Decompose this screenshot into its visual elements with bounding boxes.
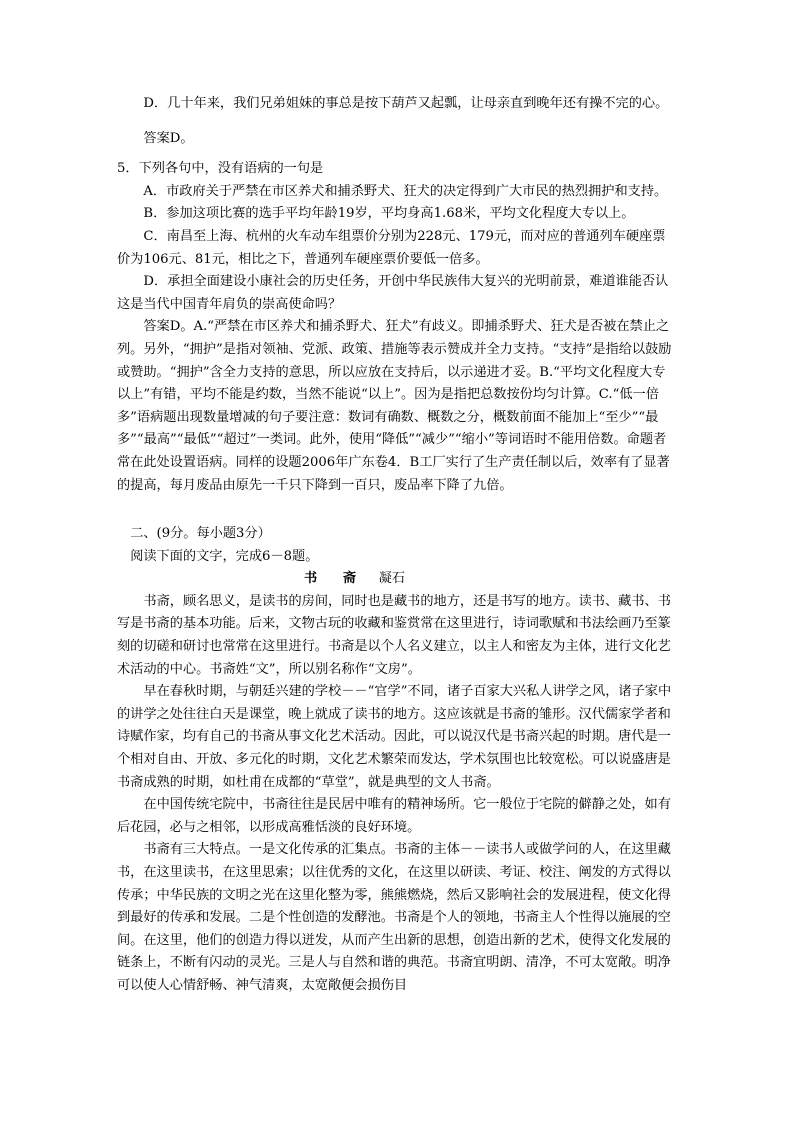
article-title: 书 斋 (304, 571, 367, 587)
question5-explanation: 答案D。A.“严禁在市区养犬和捕杀野犬、狂犬”有歧义。即捕杀野犬、狂犬是否被在禁止之列。另外，“拥护”是指对领袖、党派、政策、措施等表示赞成并全力支持。“支持”是指给以鼓励或赞助。“拥护”含全力支持的意思，所以应放在支持后，以示递进才妥。B.“平均文化程度大专以上”有错，平均不能是约数，当然不能说“以上”。因为是指把总数按份均匀计算。C.“低一倍多”语病题出现数量增减的句子要注意：数词有确数、概数之分，概数前面不能加上“至少”“最多”“最高”“最低”“超过”一类词。此外，使用“降低”“减少”“缩小”等词语时不能用倍数。命题者常在此处设置语病。同样的设题2006年广东卷4．B工厂实行了生产责任制以后，效率有了显著的提高，每月废品由原先一千只下降到一百只，废品率下降了九倍。 (117, 319, 672, 493)
question5-option-b: B．参加这项比赛的选手平均年龄19岁，平均身高1.68米，平均文化程度大专以上。 (143, 206, 635, 222)
question4-option-d: D．几十年来，我们兄弟姐妹的事总是按下葫芦又起瓢，让母亲直到晚年还有操不完的心。 (143, 96, 669, 111)
document-body (117, 93, 677, 998)
section2-header: 二、(9分。每小题3分） (130, 526, 271, 542)
spacer (117, 116, 677, 128)
question5-option-c: C．南昌至上海、杭州的火车动车组票价分别为228元、179元，而对应的普通列车硬座票价为106元、81元，相比之下，普通列车硬座票价要低一倍多。 (117, 228, 666, 267)
article-heading (117, 568, 677, 591)
question5-option-d: D．承担全面建设小康社会的历史任务，开创中华民族伟大复兴的光明前景，难道谁能否认这是当代中国青年肩负的崇高使命吗？ (117, 274, 669, 312)
spacer (117, 497, 677, 523)
question4-answer: 答案D。 (143, 130, 194, 146)
section2-instruction: 阅读下面的文字，完成6－8题。 (130, 548, 319, 564)
article-paragraph-2: 早在春秋时期，与朝廷兴建的学校－－“官学”不同，诸子百家大兴私人讲学之风，诸子家中的讲学之处往往白天是课堂，晚上就成了读书的地方。这应该就是书斋的雏形。汉代儒家学者和诗赋作家，均有自己的书斋从事文化艺术活动。因此，可以说汉代是书斋兴起的时期。唐代是一个相对自由、开放、多元化的时期，文化艺术繁荣而发达，学术氛围也比较宽松。可以说盛唐是书斋成熟的时期，如杜甫在成都的“草堂”，就是典型的文人书斋。 (117, 684, 672, 790)
article-paragraph-4: 书斋有三大特点。一是文化传承的汇集点。书斋的主体－－读书人或做学问的人，在这里藏书，在这里读书，在这里思索；以往优秀的文化，在这里以研读、考证、校注、阐发的方式得以传承；中华民族的文明之光在这里化整为零，熊熊燃烧，然后又影响社会的发展进程，使文化得到最好的传承和发展。二是个性创造的发酵池。书斋是个人的领地，书斋主人个性得以施展的空间。在这里，他们的创造力得以迸发，从而产生出新的思想，创造出新的艺术，使得文化发展的链条上，不断有闪动的灵光。三是人与自然和谐的典范。书斋宜明朗、清净，不可太宽敞。明净可以使人心情舒畅、神气清爽，太宽敞便会损伤目 (117, 842, 671, 993)
article-author: 凝石 (378, 571, 406, 587)
article-paragraph-3: 在中国传统宅院中，书斋往往是民居中唯有的精神场所。它一般位于宅院的僻静之处，如有后花园，必与之相邻，以形成高雅恬淡的良好环境。 (117, 797, 671, 835)
article-paragraph-1: 书斋，顾名思义，是读书的房间，同时也是藏书的地方，还是书写的地方。读书、藏书、书写是书斋的基本功能。后来，文物古玩的收藏和鉴赏常在这里进行，诗词歌赋和书法绘画乃至篆刻的切磋和研讨也常常在这里进行。书斋是以个人名义建立，以主人和密友为主体，进行文化艺术活动的中心。书斋姓“文”，所以别名称作“文房”。 (117, 593, 671, 677)
question5-option-a: A．市政府关于严禁在市区养犬和捕杀野犬、狂犬的决定得到广大市民的热烈拥护和支持。 (143, 183, 668, 199)
question5-stem: 5．下列各句中，没有语病的一句是 (117, 161, 324, 177)
spacer (117, 150, 677, 158)
